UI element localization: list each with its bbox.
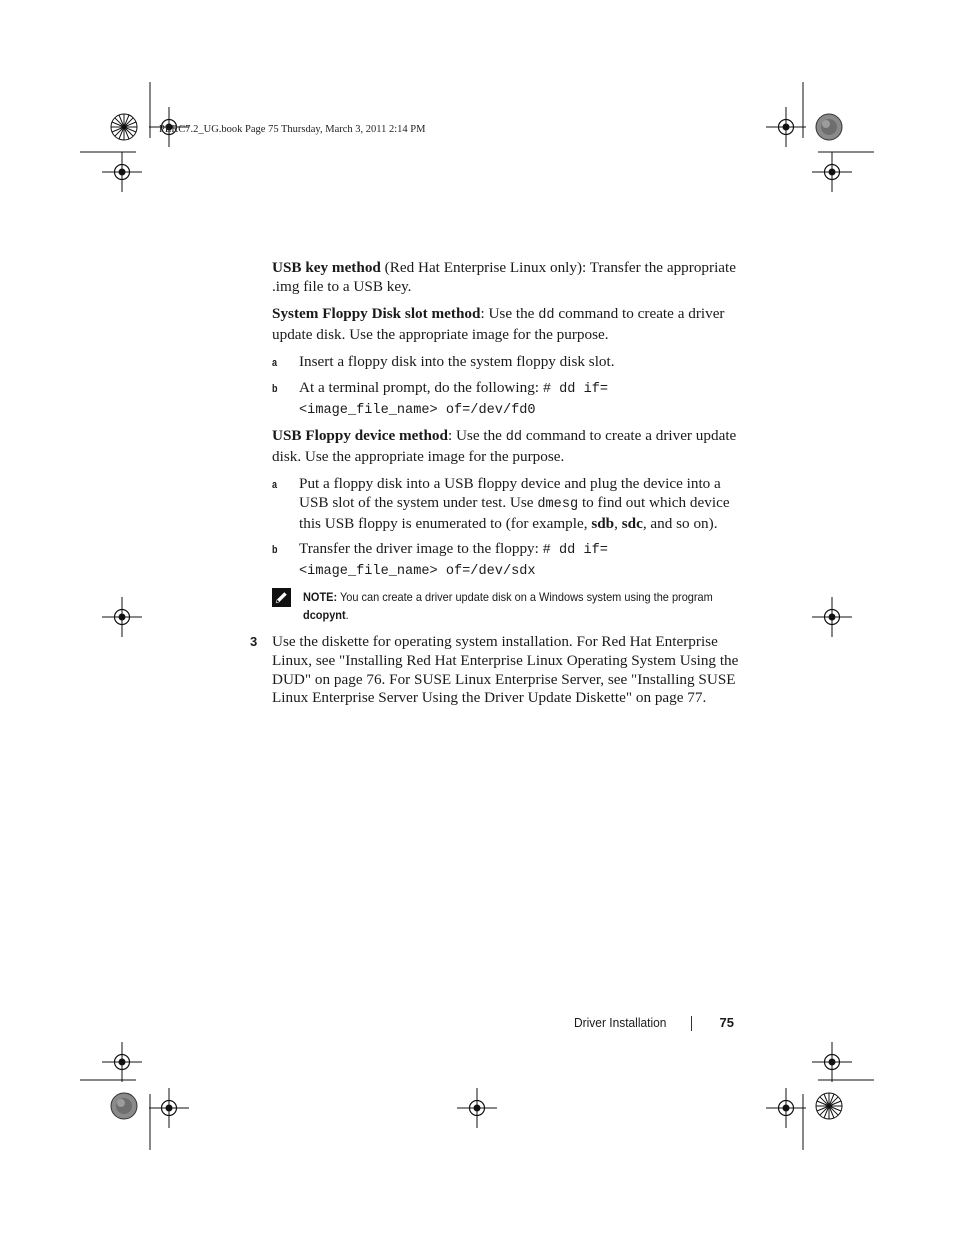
list-item: b Transfer the driver image to the floppy: # dd if= <image_file_name> of=/dev/sdx [272,540,608,579]
registration-crosshair-icon [102,152,142,192]
step-label: b [272,544,278,557]
registration-starburst-icon [816,1093,842,1119]
code-command: # dd if= [542,381,609,397]
footer-section-title: Driver Installation [573,1015,666,1030]
registration-crosshair-icon [457,1088,497,1128]
term-usb-floppy-method: USB Floppy device method [272,427,448,445]
registration-crosshair-icon [102,597,142,637]
term-system-floppy-method: System Floppy Disk slot method [272,305,481,323]
registration-crosshair-icon [149,1088,189,1128]
system-floppy-method-paragraph: System Floppy Disk slot method: Use the dd command to create a driver update disk. Use the appropriate image for the purpose. [272,305,725,343]
page-number: 75 [719,1015,734,1030]
registration-crosshair-icon [102,1042,142,1082]
registration-crosshair-icon [812,152,852,192]
list-item: b At a terminal prompt, do the following: # dd if= <image_file_name> of=/dev/fd0 [272,378,609,418]
code-dd: dd [505,430,523,446]
list-item: a Insert a floppy disk into the system floppy disk slot. [272,353,742,372]
note-callout: NOTE: You can create a driver update disk on a Windows system using the program dcopynt. [272,588,742,624]
registration-crosshair-icon [812,1042,852,1082]
registration-crosshair-icon [766,107,806,147]
code-command: <image_file_name> of=/dev/fd0 [299,402,536,418]
code-command: # dd if= [542,543,608,559]
page-body [250,259,742,708]
step-3: 3 Use the diskette for operating system installation. For Red Hat Enterprise Linux, see "Installing Red Hat Enterprise Linux Operating System Using the DUD" on page 76. For SUSE Linux Enterprise Server, see "Installing SUSE Linux Enterprise Server Using the Driver Update Diskette" on page 77. [250,633,739,707]
registration-gray-disc-icon [111,1093,137,1119]
registration-crosshair-icon [812,597,852,637]
code-command: <image_file_name> of=/dev/sdx [299,563,536,579]
step-number: 3 [250,634,258,650]
usb-floppy-method-paragraph: USB Floppy device method: Use the dd command to create a driver update disk. Use the appropriate image for the purpose. [272,427,737,465]
registration-starburst-icon [111,114,137,140]
list-item: a Put a floppy disk into a USB floppy device and plug the device into a USB slot of the system under test. Use dmesg to find out which device this USB floppy is enumerated to (for example, sdb, sdc, and so on). [272,475,730,532]
step-label: a [272,479,278,492]
page-footer [500,1015,734,1035]
code-dd: dd [538,308,555,324]
term-usb-key-method: USB key method [272,259,381,276]
registration-crosshair-icon [766,1088,806,1128]
footer-divider [691,1016,692,1031]
note-label: NOTE: [303,590,338,605]
print-slug-line: PERC7.2_UG.book Page 75 Thursday, March 3, 2011 2:14 PM [159,124,426,135]
code-dmesg: dmesg [537,496,579,512]
note-pencil-icon [272,588,291,607]
step-label: b [272,382,278,395]
registration-gray-disc-icon [816,114,842,140]
usb-key-method-paragraph: USB key method (Red Hat Enterprise Linux only): Transfer the appropriate .img file to a USB key. [272,259,736,295]
step-label: a [272,357,278,370]
program-name: dcopynt [303,608,346,623]
